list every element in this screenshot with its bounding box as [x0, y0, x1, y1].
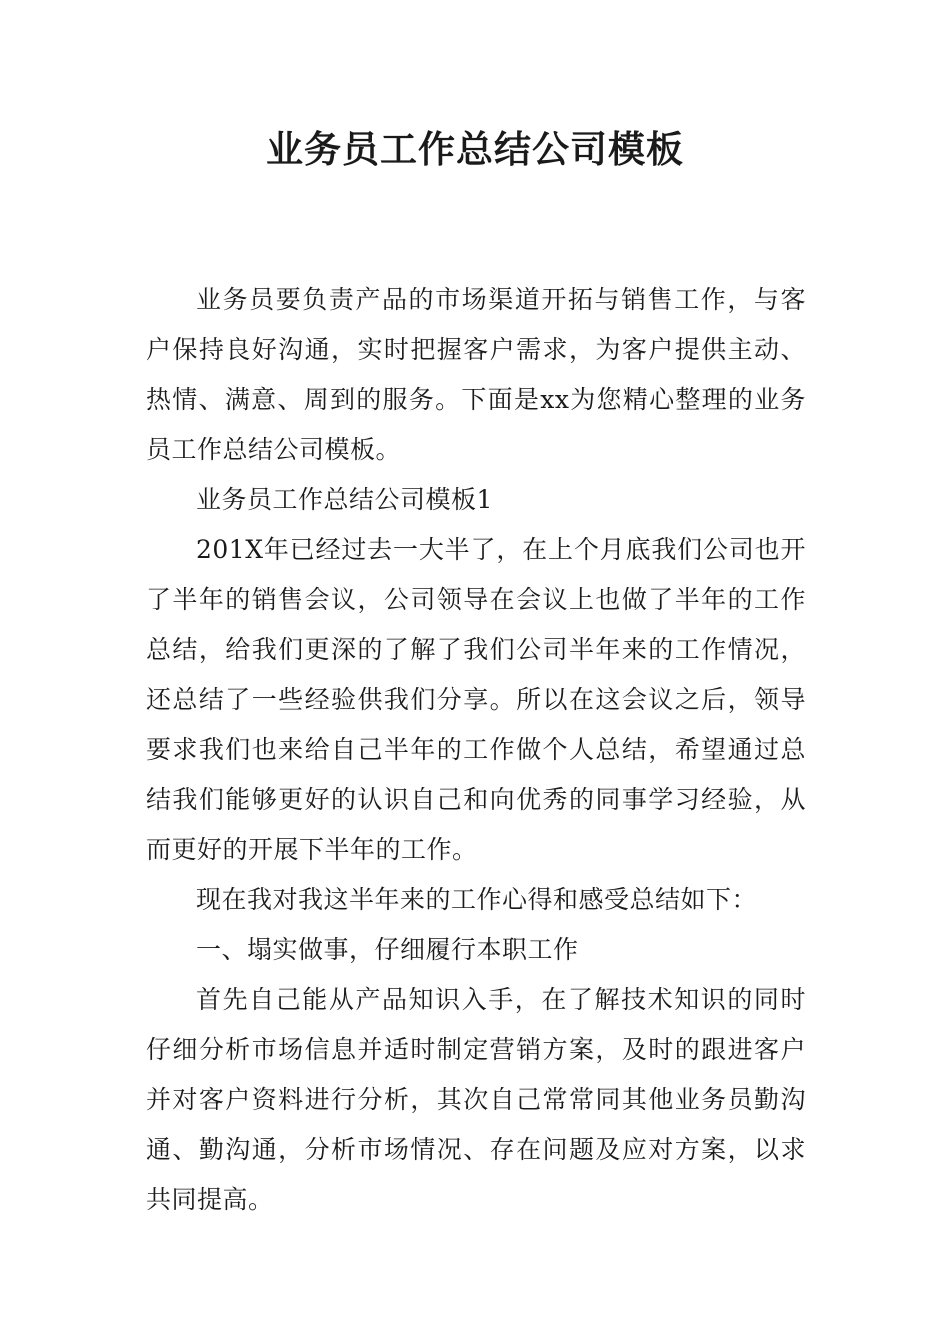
intro-paragraph: 业务员要负责产品的市场渠道开拓与销售工作，与客户保持良好沟通，实时把握客户需求，为客户提供主动、热情、满意、周到的服务。下面是xx为您精心整理的业务员工作总结公司模板。 [146, 285, 806, 464]
section-heading-template-1: 业务员工作总结公司模板1 [196, 485, 493, 514]
body-paragraph: 现在我对我这半年来的工作心得和感受总结如下： [196, 885, 758, 914]
document-title: 业务员工作总结公司模板 [266, 128, 684, 171]
body-paragraph: 201X年已经过去一大半了，在上个月底我们公司也开了半年的销售会议，公司领导在会议上也做了半年的工作总结，给我们更深的了解了我们公司半年来的工作情况，还总结了一些经验供我们分享。所以在这会议之后，领导要求我们也来给自己半年的工作做个人总结，希望通过总结我们能够更好的认识自己和向优秀的同事学习经验，从而更好的开展下半年的工作。 [146, 535, 806, 864]
subsection-heading: 一、塌实做事，仔细履行本职工作 [196, 935, 579, 964]
body-paragraph: 首先自己能从产品知识入手，在了解技术知识的同时仔细分析市场信息并适时制定营销方案，及时的跟进客户并对客户资料进行分析，其次自己常常同其他业务员勤沟通、勤沟通，分析市场情况、存在问题及应对方案，以求共同提高。 [146, 985, 806, 1214]
document-body [146, 275, 806, 1225]
